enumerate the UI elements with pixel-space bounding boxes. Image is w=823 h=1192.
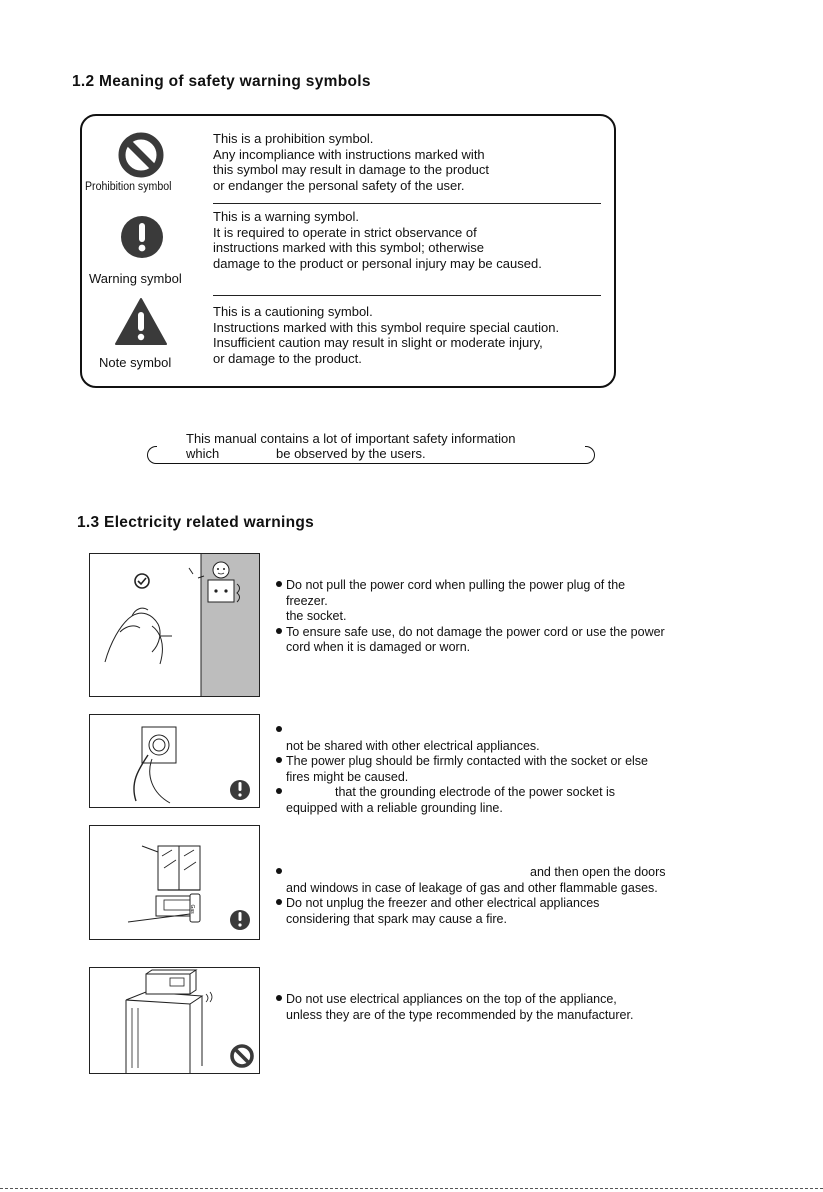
illustration-gas-leak — [89, 825, 260, 940]
illustration-appliance-on-top — [89, 967, 260, 1074]
block1-text — [276, 578, 665, 656]
warning-symbol-label: Warning symbol — [89, 271, 182, 286]
bracket-left — [147, 446, 157, 464]
prohibition-line: or endanger the personal safety of the user. — [213, 177, 465, 193]
list-item-continuation: and windows in case of leakage of gas and other flammable gases. — [286, 880, 658, 895]
bullet-icon — [276, 757, 282, 763]
bullet-icon — [276, 995, 282, 1001]
warning-line: instructions marked with this symbol; otherwise — [213, 240, 484, 255]
list-item-continuation: freezer. — [286, 593, 328, 608]
list-item-continuation: cord when it is damaged or worn. — [286, 640, 471, 654]
bullet-icon — [276, 628, 282, 634]
list-item: Do not use electrical appliances on the top of the appliance, — [276, 992, 633, 1008]
manual-note-line1: This manual contains a lot of important safety information — [186, 431, 516, 446]
note-line: Insufficient caution may result in slight or moderate injury, — [213, 335, 543, 350]
note-description — [213, 304, 559, 366]
list-item — [276, 723, 648, 739]
warning-triangle-icon — [114, 297, 168, 347]
note-line: This is a cautioning symbol. — [213, 304, 373, 319]
illustration-pull-plug — [89, 553, 260, 697]
warning-line: It is required to operate in strict observance of — [213, 224, 477, 240]
gas-label: Gas — [189, 904, 195, 914]
warning-line: damage to the product or personal injury may be caused. — [213, 255, 542, 271]
list-item: that the grounding electrode of the power socket is — [276, 785, 648, 801]
note-line: or damage to the product. — [213, 350, 362, 366]
list-item: and then open the doors — [276, 865, 666, 881]
list-item-fragment: not be shared with other electrical appliances. — [286, 738, 540, 753]
note-symbol-label: Note symbol — [99, 355, 172, 370]
exclamation-circle-icon — [120, 215, 164, 259]
warning-line: This is a warning symbol. — [213, 209, 359, 224]
prohibition-icon — [117, 131, 165, 179]
section-heading-1-3: 1.3 Electricity related warnings — [77, 514, 315, 531]
bullet-icon — [276, 726, 282, 732]
list-item: Do not pull the power cord when pulling the power plug of the — [276, 578, 665, 594]
manual-note-line2-end: be observed by the users. — [276, 446, 426, 461]
block3-text — [276, 865, 666, 927]
list-item-continuation: fires might be caused. — [286, 769, 409, 784]
list-item: The power plug should be firmly contacted with the socket or else — [276, 754, 648, 770]
manual-note-line2-start: which — [186, 446, 220, 461]
page-bottom-edge — [0, 1188, 823, 1189]
list-item-fragment: the socket. — [286, 609, 347, 623]
bullet-icon — [276, 581, 282, 587]
prohibition-line: this symbol may result in damage to the product — [213, 162, 490, 177]
prohibition-description — [213, 131, 489, 193]
list-item-continuation: unless they are of the type recommended by the manufacturer. — [286, 1007, 634, 1022]
bracket-right — [585, 446, 595, 464]
section-heading-1-2: 1.2 Meaning of safety warning symbols — [72, 73, 371, 90]
block4-text — [276, 992, 633, 1023]
bracket-underline — [157, 463, 585, 464]
bullet-icon — [276, 868, 282, 874]
prohibition-symbol-label: Prohibition symbol — [85, 181, 172, 193]
illustration-socket — [89, 714, 260, 808]
bullet-icon — [276, 788, 282, 794]
list-item: Do not unplug the freezer and other electrical appliances — [276, 896, 666, 912]
list-item: To ensure safe use, do not damage the power cord or use the power — [276, 625, 665, 641]
divider — [213, 295, 601, 296]
note-line: Instructions marked with this symbol require special caution. — [213, 319, 560, 335]
warning-description — [213, 209, 542, 271]
list-item-continuation: considering that spark may cause a fire. — [286, 911, 507, 926]
block2-text — [276, 723, 648, 816]
list-item-continuation: equipped with a reliable grounding line. — [286, 800, 503, 815]
divider — [213, 203, 601, 204]
bullet-icon — [276, 899, 282, 905]
prohibition-line: Any incompliance with instructions marked with — [213, 146, 485, 162]
prohibition-line: This is a prohibition symbol. — [213, 131, 374, 146]
